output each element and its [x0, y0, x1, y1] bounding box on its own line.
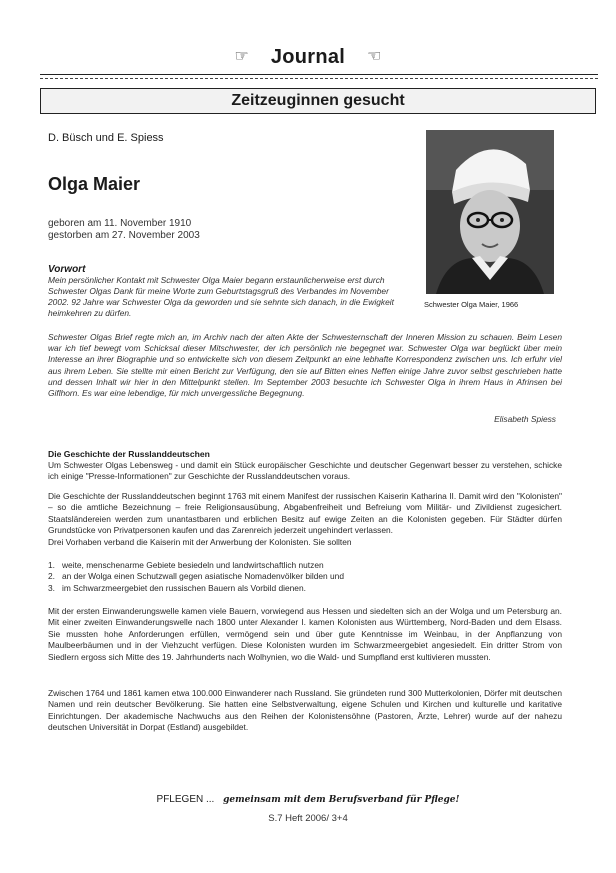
article-title: Olga Maier [48, 174, 141, 194]
authors: D. Büsch und E. Spiess [48, 132, 164, 144]
death-date: gestorben am 27. November 2003 [48, 230, 200, 241]
foreword-text: Mein persönlicher Kontakt mit Schwester Olga Maier begann erstaunlicherweise erst durch Schwester Olgas Dank für meine Worte zum Geburtstagsgruß des Verbandes im November 2002. 92 Jahre war Schwester Olga da geworden und sie sehnte sich danach, in die Ewigkeit heimkehren zu dürfen. [48, 275, 394, 318]
section-heading: Die Geschichte der Russlanddeutschen [48, 449, 210, 459]
pointing-hand-right-icon: ☜ [367, 48, 382, 65]
paragraph-immigration: Mit der ersten Einwanderungswelle kamen viele Bauern, vorwiegend aus Hessen und siedelten sich an der Wolga und um Petersburg an. Mit einer zweiten Einwanderungswelle nach 1800 unter Alexander I. kamen Kolonisten aus Württemberg, Nord-Baden und dem Elsass. Sie mussten hohe Anforderungen erfüllen, vermögend sein und über gute Kenntnisse im Weinbau, in der Anpflanzung von Maulbeerbäumen und in der Viehzucht verfügen. Diese Kolonisten wurden im Schwarzmeergebiet angesiedelt. Ein dritter Strom von Siedlern ergoss sich Mitte des 19. Jahrhunderts nach Wolhynien, wo die Wald- und Sumpfland erst kultivieren mussten. [48, 606, 562, 662]
pointing-hand-left-icon: ☞ [234, 48, 249, 65]
header-rule-dashed [40, 78, 598, 79]
paragraph-intro: Um Schwester Olgas Lebensweg - und damit ein Stück europäischer Geschichte und deutscher Gegenwart besser zu verstehen, schicke ich einige "Presse-Informationen" zur Geschichte der Russlanddeutschen voraus. [48, 460, 562, 482]
paragraph-colonies: Zwischen 1764 und 1861 kamen etwa 100.000 Einwanderer nach Russland. Sie gründeten rund 300 Mutterkolonien, Dörfer mit deutschen Namen und rein deutscher Bevölkerung. Sie hatten eine Selbstverwaltung, eigene Schulen und Kirchen und kulturelle und karitative Einrichtungen. Der akademische Nachwuchs aus den Reihen der Kolonistensöhne (Pastoren, Ärzte, Lehrer) wurde auf der nahezu deutschen Universität in Dorpat (Estland) ausgebildet. [48, 688, 562, 733]
birth-date: geboren am 11. November 1910 [48, 218, 192, 229]
goals-list [48, 560, 562, 594]
page-number: S.7 Heft 2006/ 3+4 [268, 813, 348, 824]
footer-motto-line [0, 794, 616, 805]
footer-motto: gemeinsam mit dem Berufsverband für Pflege! [223, 795, 460, 805]
life-dates [48, 218, 200, 242]
letter-text: Schwester Olgas Brief regte mich an, im Archiv nach der alten Akte der Schwesternschaft der Inneren Mission zu schauen. Beim Lesen war ich tief bewegt vom Schicksal dieser Mitschwester, der ich persönlich nie begegnet war. Schwester Olga war beglückt über mein Interesse an ihrer Biographie und so entwickelte sich von diesem Zeitpunkt an eine lebhafte Korrespondenz zwischen uns. Ich erfuhr viel aus ihrem Leben. Sie stellte mir einen Bericht zur Verfügung, den sie auf Bitten eines Neffen einige Jahre zuvor selbst geschrieben hatte und dessen Inhalt wir hier in den Mittelpunkt stellen. Im September 2003 besuchte ich Schwester Olga in ihrem Haus in Afrinsen bei Giflhorn. Es war eine lebendige, für mich unvergessliche Begegnung. [48, 332, 562, 399]
footer-label: PFLEGEN ... [156, 794, 215, 805]
list-item: 2. an der Wolga einen Schutzwall gegen asiatische Nomadenvölker bilden und [48, 571, 344, 582]
journal-title: Journal [270, 46, 346, 68]
photo-caption: Schwester Olga Maier, 1966 [424, 300, 519, 309]
portrait-illustration [426, 130, 554, 294]
foreword-heading: Vorwort [48, 264, 86, 275]
paragraph-history-last: Drei Vorhaben verband die Kaiserin mit der Anwerbung der Kolonisten. Sie sollten [48, 536, 352, 547]
paragraph-history [48, 491, 562, 548]
list-item: 3. im Schwarzmeergebiet den russischen Bauern als Vorbild dienen. [48, 582, 306, 593]
section-banner: Zeitzeuginnen gesucht [40, 88, 596, 114]
header-rule [40, 74, 598, 75]
journal-header [0, 46, 616, 69]
signature: Elisabeth Spiess [494, 414, 556, 424]
portrait-photo [426, 130, 554, 294]
list-item: 1. weite, menschenarme Gebiete besiedeln und landwirtschaftlich nutzen [48, 560, 324, 570]
paragraph-history-main: Die Geschichte der Russlanddeutschen beginnt 1763 mit einem Manifest der russischen Kaiserin Katharina II. Damit wird den "Kolonisten" – so die amtliche Bezeichnung – freie Religionsausübung, Abgabenfreiheit und Befreiung vom Militär- und Zivildienst zugesichert. Staatsländereien werden zum unantastbaren und erblichen Besitz auf ewige Zeiten an die Kolonisten gegeben. Für Städter dürfen Grundstücke von Privatpersonen kaufen und das Zarenreich jederzeit ungehindert verlassen. [48, 491, 562, 536]
